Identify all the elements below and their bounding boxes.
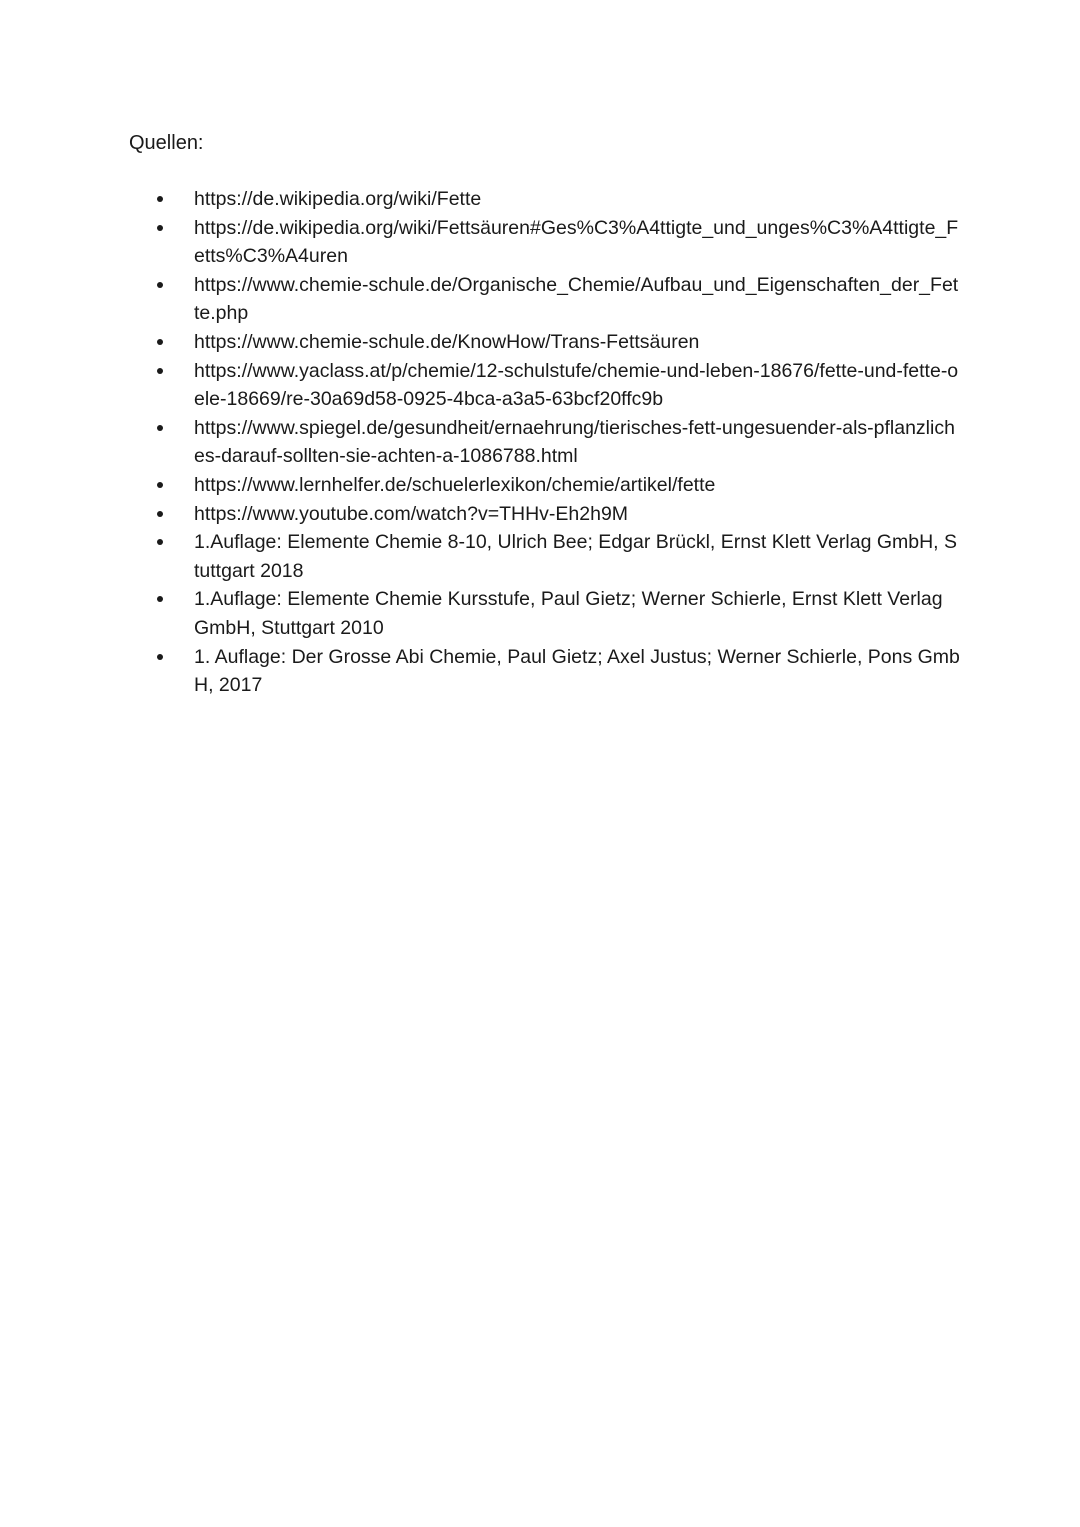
source-item — [130, 185, 960, 214]
bullet-icon — [157, 339, 163, 345]
source-text: https://www.yaclass.at/p/chemie/12-schulstufe/chemie-und-leben-18676/fette-und-fette-oele-18669/re-30a69d58-0925-4bca-a3a5-63bcf20ffc9b — [194, 359, 959, 411]
sources-heading: Quellen: — [129, 132, 204, 154]
bullet-icon — [157, 282, 163, 288]
source-item — [130, 271, 960, 328]
source-text: https://www.chemie-schule.de/Organische_Chemie/Aufbau_und_Eigenschaften_der_Fette.php — [194, 273, 959, 325]
bullet-icon — [157, 225, 163, 231]
bullet-icon — [157, 196, 163, 202]
bullet-icon — [157, 368, 163, 374]
source-item — [130, 328, 960, 357]
source-item — [130, 471, 960, 500]
source-item — [130, 528, 960, 585]
source-item — [130, 585, 960, 642]
sources-list — [130, 185, 960, 700]
bullet-icon — [157, 654, 163, 660]
source-text: https://www.chemie-schule.de/KnowHow/Trans-Fettsäuren — [194, 330, 700, 353]
source-text: https://de.wikipedia.org/wiki/Fette — [194, 188, 482, 210]
bullet-icon — [157, 425, 163, 431]
source-item — [130, 214, 960, 271]
source-text: 1.Auflage: Elemente Chemie 8-10, Ulrich Bee; Edgar Brückl, Ernst Klett Verlag GmbH, Stuttgart 2018 — [194, 531, 958, 582]
source-text: 1.Auflage: Elemente Chemie Kursstufe, Paul Gietz; Werner Schierle, Ernst Klett Verlag GmbH, Stuttgart 2010 — [194, 588, 943, 639]
bullet-icon — [157, 511, 163, 517]
bullet-icon — [157, 596, 163, 602]
source-text: https://www.spiegel.de/gesundheit/ernaehrung/tierisches-fett-ungesuender-als-pflanzliches-darauf-sollten-sie-achten-a-1086788.html — [194, 416, 955, 468]
source-item — [130, 500, 960, 529]
source-text: https://www.lernhelfer.de/schuelerlexikon/chemie/artikel/fette — [194, 473, 716, 496]
source-text: https://www.youtube.com/watch?v=THHv-Eh2h9M — [194, 502, 629, 525]
source-item — [130, 643, 960, 700]
source-text: https://de.wikipedia.org/wiki/Fettsäuren#Ges%C3%A4ttigte_und_unges%C3%A4ttigte_Fetts%C3%A4uren — [194, 216, 959, 268]
bullet-icon — [157, 539, 163, 545]
source-item — [130, 357, 960, 414]
bullet-icon — [157, 482, 163, 488]
source-text: 1. Auflage: Der Grosse Abi Chemie, Paul Gietz; Axel Justus; Werner Schierle, Pons GmbH, 2017 — [194, 645, 960, 697]
source-item — [130, 414, 960, 471]
